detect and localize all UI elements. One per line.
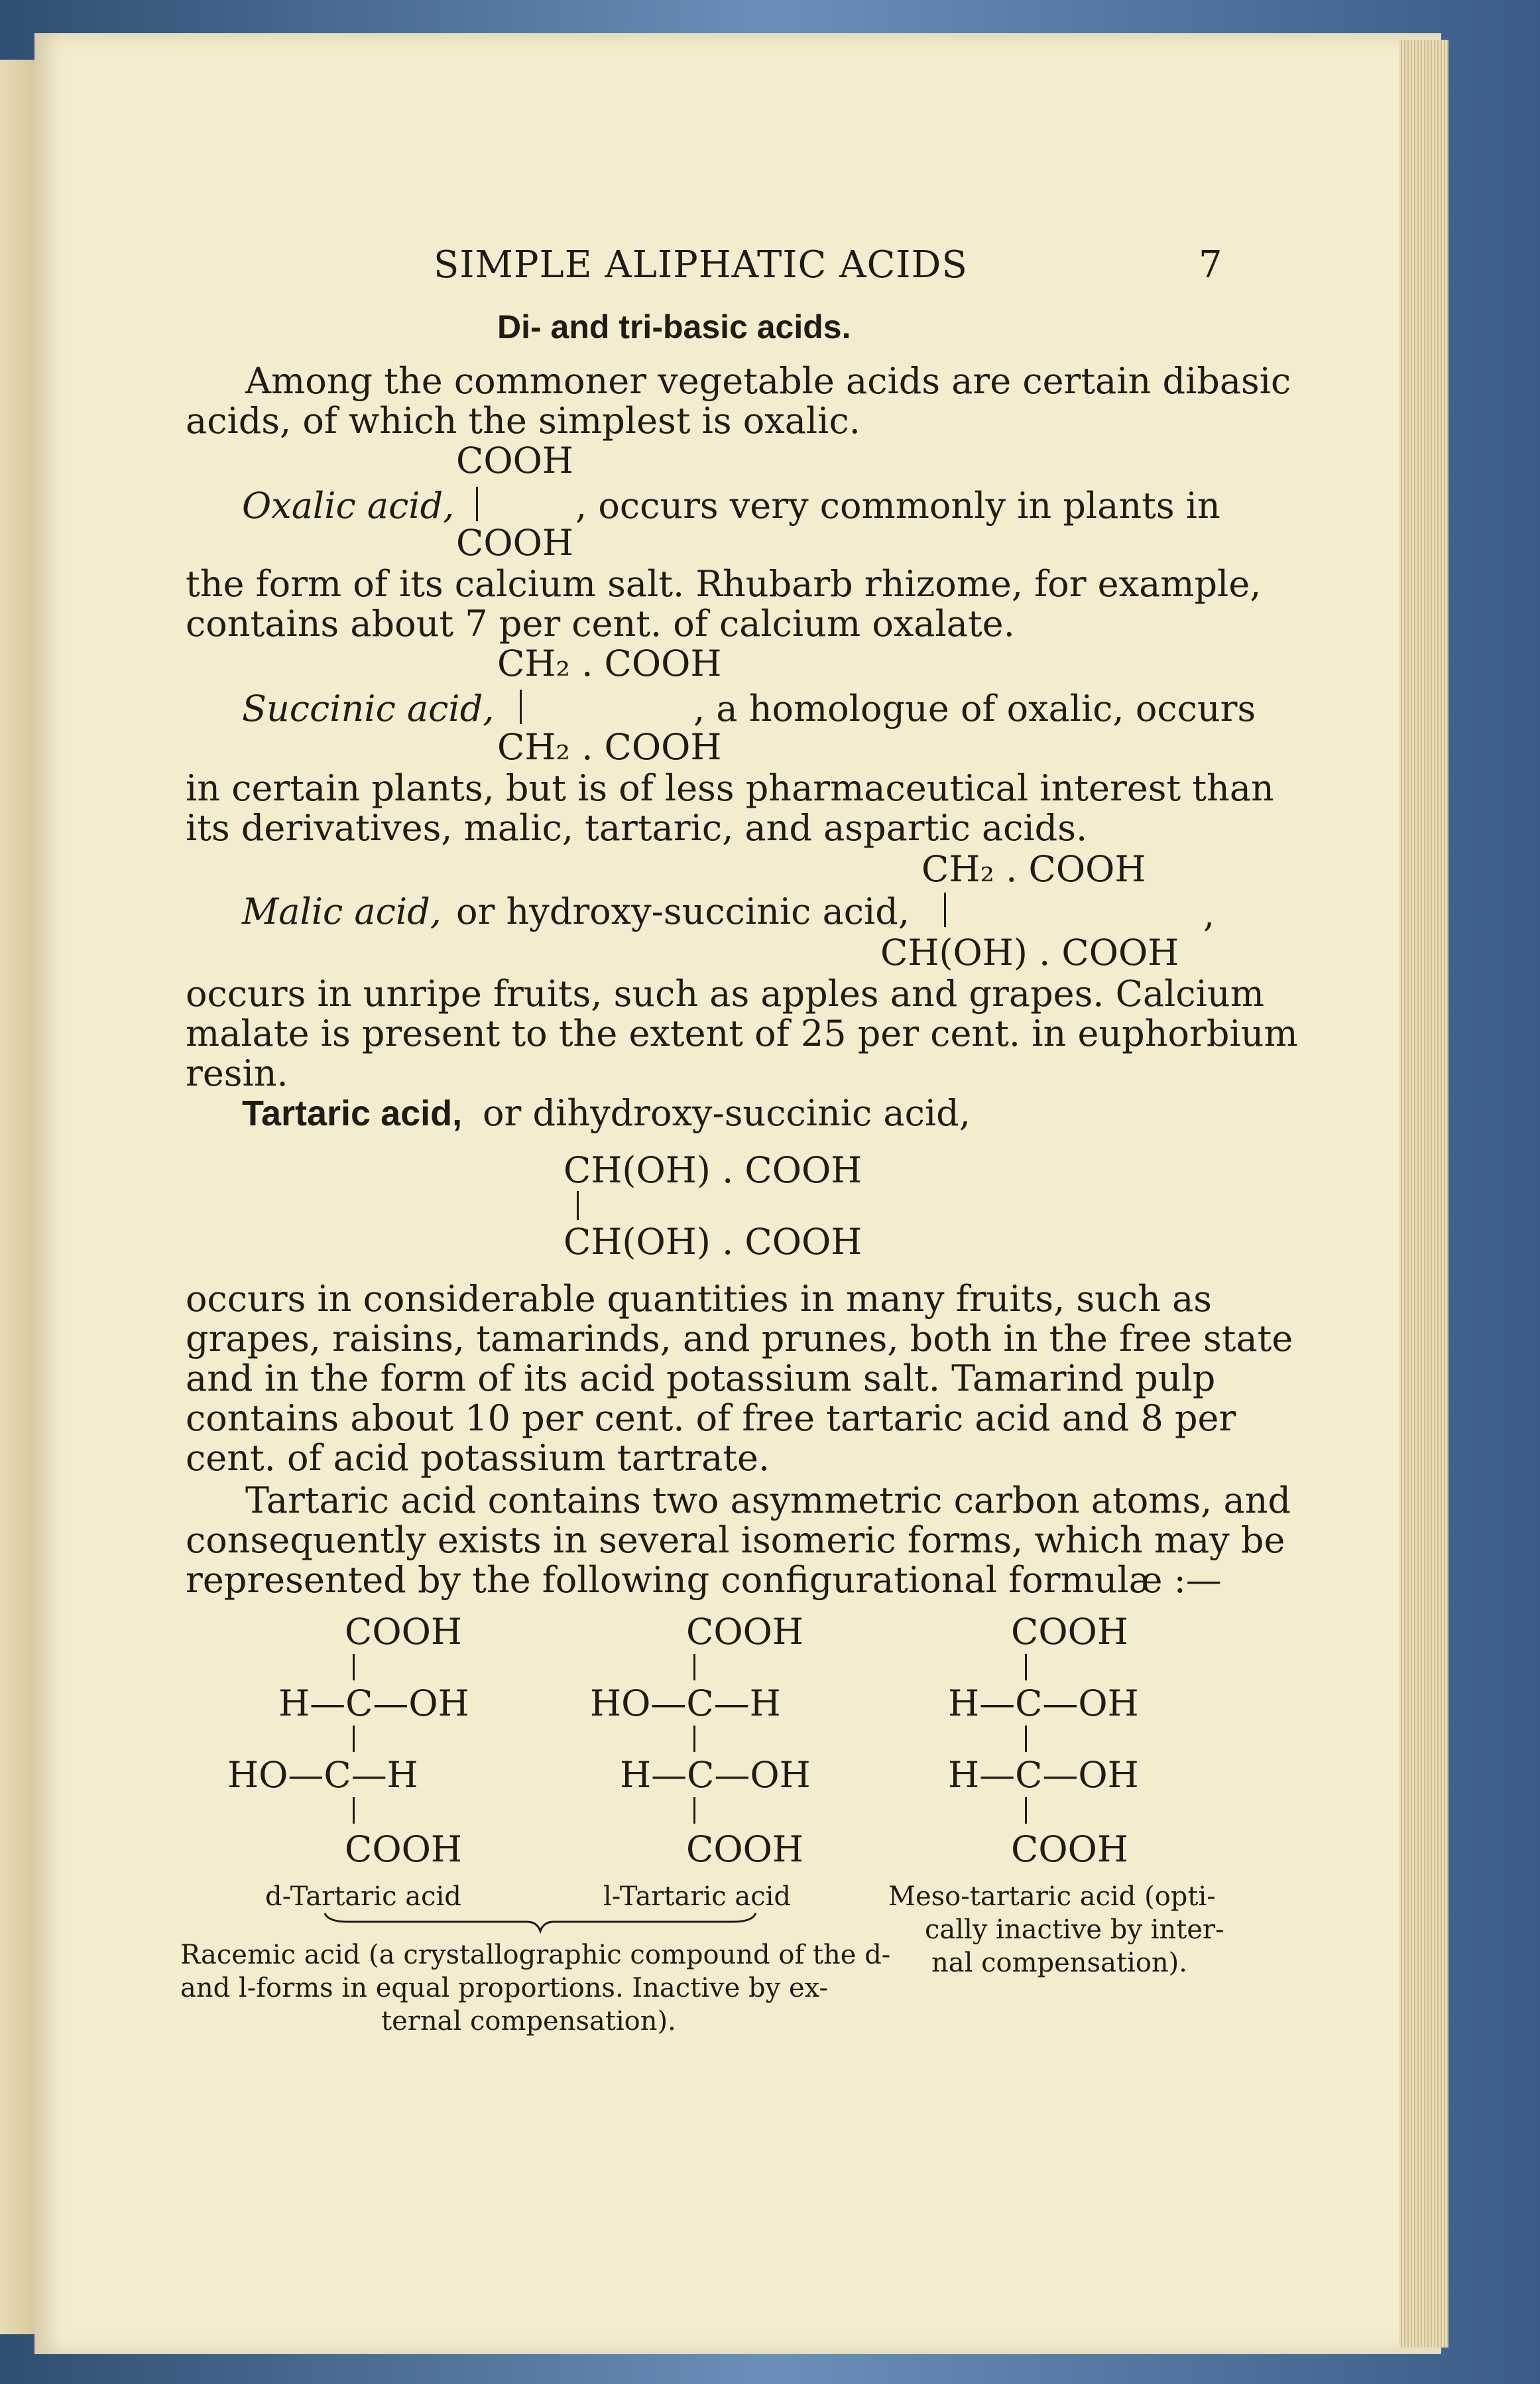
malic-bond (944, 893, 946, 927)
page-edges (1399, 40, 1449, 2348)
intro-line-1: Among the commoner vegetable acids are certain dibasic (245, 360, 1291, 402)
succinic-formula-top: CH₂ . COOH (497, 643, 722, 684)
malic-desc: or hydroxy-succinic acid, (456, 891, 910, 932)
l-tartaric-bond-3 (693, 1797, 695, 1824)
tartaric-para1-line-5: cent. of acid potassium tartrate. (186, 1437, 770, 1479)
tartaric-desc: or dihydroxy-succinic acid, (483, 1092, 971, 1134)
meso-tartaric-bottom: COOH (1011, 1828, 1128, 1870)
malic-line-3: malate is present to the extent of 25 per cent. in euphorbium (186, 1013, 1298, 1054)
d-tartaric-top: COOH (345, 1611, 462, 1653)
oxalic-formula-bottom: COOH (456, 522, 573, 564)
racemic-note-line-3: ternal compensation). (381, 2006, 676, 2037)
racemic-brace (322, 1910, 759, 1936)
d-tartaric-row-1: H—C—OH (278, 1682, 469, 1724)
section-heading: Di- and tri-basic acids. (497, 308, 851, 345)
intro-line-2: acids, of which the simplest is oxalic. (186, 400, 860, 442)
tartaric-bond (577, 1191, 579, 1220)
l-tartaric-bond-1 (693, 1654, 695, 1680)
d-tartaric-bond-1 (353, 1654, 355, 1680)
tartaric-para1-line-1: occurs in considerable quantities in many fruits, such as (186, 1278, 1213, 1320)
meso-tartaric-top: COOH (1011, 1611, 1128, 1653)
meso-note-line-2: nal compensation). (931, 1948, 1187, 1978)
succinic-acid-name: Succinic acid, (242, 688, 495, 729)
tartaric-para2-line-2: consequently exists in several isomeric forms, which may be (186, 1519, 1285, 1561)
tartaric-para2-line-3: represented by the following configurational formulæ :— (186, 1559, 1222, 1601)
page-number: 7 (1199, 243, 1222, 286)
d-tartaric-row-2: HO—C—H (227, 1754, 418, 1796)
tartaric-formula-top: CH(OH) . COOH (563, 1149, 862, 1191)
succinic-formula-bottom: CH₂ . COOH (497, 726, 722, 768)
meso-tartaric-row-1: H—C—OH (948, 1682, 1139, 1724)
d-tartaric-bond-3 (353, 1797, 355, 1824)
racemic-note-line-1: Racemic acid (a crystallographic compound of the d- (180, 1940, 891, 1970)
malic-line-4: resin. (186, 1052, 288, 1094)
d-tartaric-bond-2 (353, 1725, 355, 1752)
meso-tartaric-bond-3 (1025, 1797, 1027, 1824)
oxalic-formula-top: COOH (456, 440, 573, 481)
tartaric-para1-line-4: contains about 10 per cent. of free tartaric acid and 8 per (186, 1397, 1236, 1439)
succinic-line-3: its derivatives, malic, tartaric, and aspartic acids. (186, 807, 1088, 849)
meso-tartaric-bond-2 (1025, 1725, 1027, 1752)
tartaric-para1-line-2: grapes, raisins, tamarinds, and prunes, both in the free state (186, 1318, 1293, 1359)
succinic-bond (520, 690, 522, 724)
l-tartaric-bond-2 (693, 1725, 695, 1752)
oxalic-line-1: , occurs very commonly in plants in (575, 485, 1220, 527)
meso-tartaric-bond-1 (1025, 1654, 1027, 1680)
l-tartaric-row-2: H—C—OH (620, 1754, 811, 1796)
tartaric-para2-line-1: Tartaric acid contains two asymmetric carbon atoms, and (245, 1479, 1291, 1521)
oxalic-line-3: contains about 7 per cent. of calcium oxalate. (186, 603, 1015, 645)
oxalic-line-2: the form of its calcium salt. Rhubarb rhizome, for example, (186, 563, 1262, 605)
malic-formula-bottom: CH(OH) . COOH (880, 932, 1179, 973)
facing-page-edge (0, 60, 34, 2334)
malic-acid-name: Malic acid, (242, 891, 442, 932)
meso-note-line-1: cally inactive by inter- (925, 1914, 1224, 1945)
l-tartaric-row-1: HO—C—H (590, 1682, 781, 1724)
racemic-note-line-2: and l-forms in equal proportions. Inactive by ex- (180, 1973, 828, 2003)
tartaric-acid-name: Tartaric acid, (242, 1094, 463, 1133)
malic-line-2: occurs in unripe fruits, such as apples and grapes. Calcium (186, 973, 1264, 1015)
oxalic-acid-name: Oxalic acid, (242, 485, 455, 527)
malic-comma: , (1203, 893, 1215, 935)
l-tartaric-top: COOH (686, 1611, 803, 1653)
succinic-line-2: in certain plants, but is of less pharmaceutical interest than (186, 767, 1274, 809)
d-tartaric-bottom: COOH (345, 1828, 462, 1870)
meso-tartaric-label: Meso-tartaric acid (opti- (888, 1881, 1216, 1912)
l-tartaric-label: l-Tartaric acid (603, 1881, 792, 1912)
running-title: SIMPLE ALIPHATIC ACIDS (434, 243, 968, 286)
meso-tartaric-row-2: H—C—OH (948, 1754, 1139, 1796)
oxalic-bond (476, 487, 478, 521)
l-tartaric-bottom: COOH (686, 1828, 803, 1870)
tartaric-para1-line-3: and in the form of its acid potassium salt. Tamarind pulp (186, 1357, 1216, 1399)
succinic-line-1: , a homologue of oxalic, occurs (693, 688, 1256, 729)
malic-formula-top: CH₂ . COOH (921, 848, 1146, 890)
d-tartaric-label: d-Tartaric acid (265, 1881, 461, 1912)
tartaric-formula-bottom: CH(OH) . COOH (563, 1221, 862, 1263)
